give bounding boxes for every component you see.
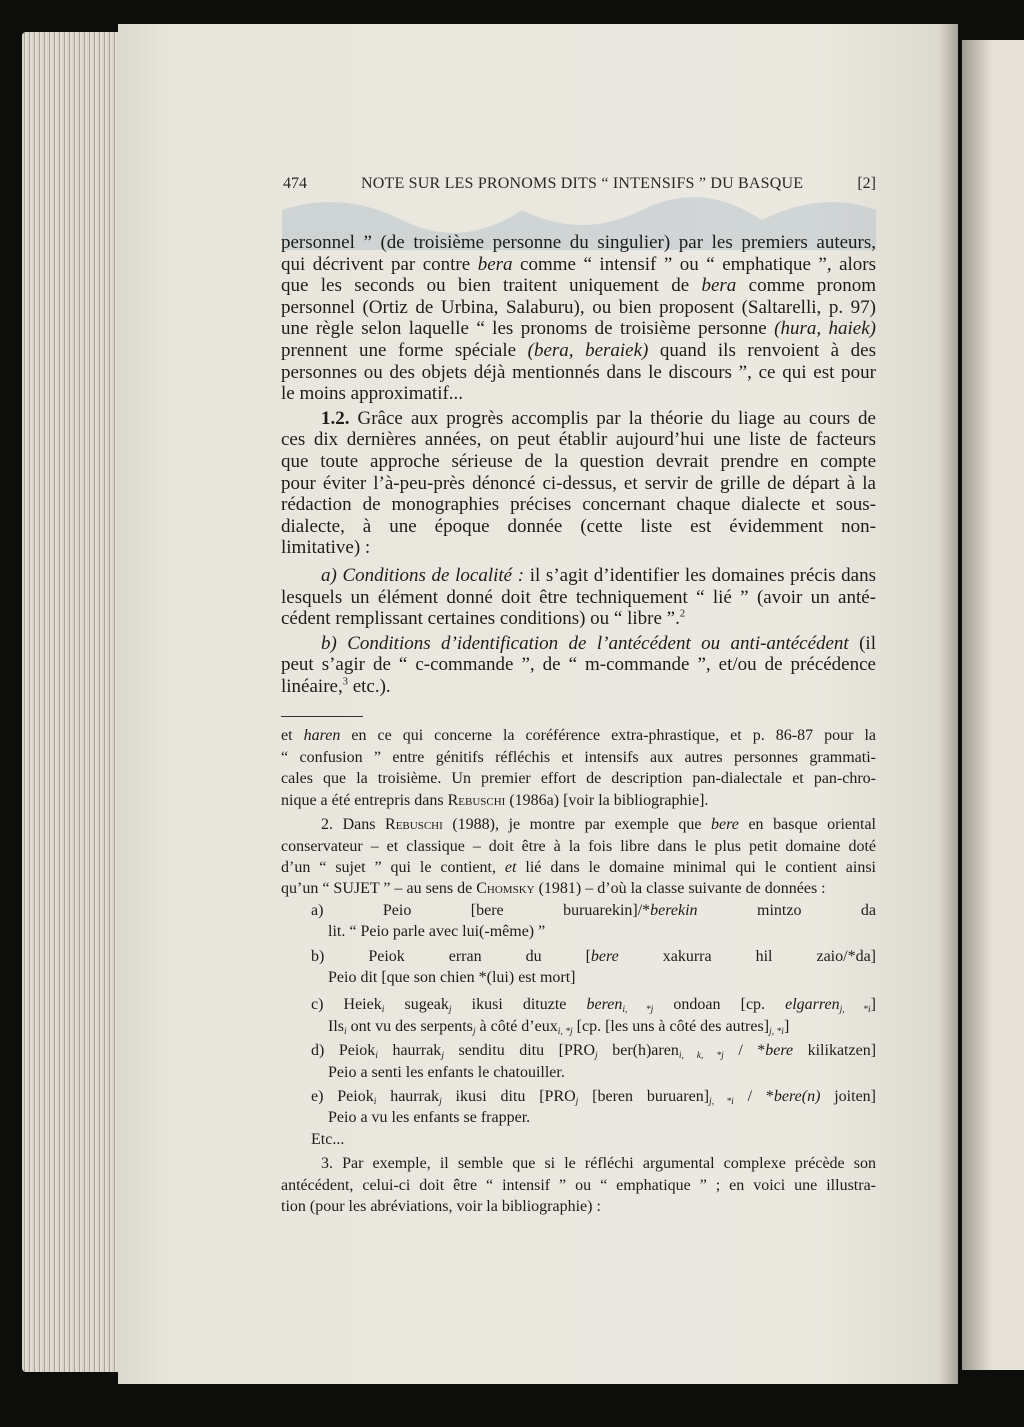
paragraph bbox=[281, 408, 876, 559]
text-run: ber(h)aren bbox=[597, 1042, 679, 1060]
text-run: j bbox=[472, 1025, 476, 1037]
text-run: lié dans le domaine minimal qui le contient ainsi bbox=[516, 858, 876, 876]
text-run: i bbox=[373, 1095, 377, 1107]
text-run: pour éviter l’à-peu-près dénoncé ci-dessus, et servir de grille de départ à la bbox=[281, 472, 876, 494]
text-run: cales que la troisième. Un premier effort de description pan-dialectale et pan-chro- bbox=[281, 770, 876, 788]
text-line bbox=[281, 857, 876, 878]
text-run: j bbox=[575, 1095, 579, 1107]
text-run: à côté d’eux bbox=[475, 1017, 558, 1035]
text-run: a) Conditions de localité : bbox=[321, 564, 525, 586]
text-run: c) Heiek bbox=[311, 996, 382, 1014]
text-run: i, *j bbox=[557, 1025, 573, 1037]
text-run: comme “ intensif ” ou “ emphatique ”, alors bbox=[512, 253, 876, 275]
paragraph bbox=[281, 565, 876, 630]
text-run: “ confusion ” entre génitifs réfléchis et intensifs aux autres personnes grammati- bbox=[281, 748, 876, 766]
footnotes bbox=[281, 725, 876, 1217]
text-run: berekin bbox=[650, 901, 698, 919]
text-run: d) Peiok bbox=[311, 1042, 376, 1060]
text-line bbox=[281, 900, 876, 921]
text-line bbox=[281, 836, 876, 857]
text-run: j, *i bbox=[769, 1025, 784, 1037]
text-run: e) Peiok bbox=[311, 1087, 374, 1105]
text-run: Peio dit [que son chien *(lui) est mort] bbox=[328, 968, 576, 986]
text-run: / * bbox=[723, 1042, 766, 1060]
text-run: Etc... bbox=[311, 1130, 345, 1148]
text-run: b) Conditions d’identification de l’antécédent ou anti-antécédent bbox=[321, 632, 849, 654]
text-run: rédaction de monographies précises concernant chaque dialecte et sous- bbox=[281, 494, 876, 516]
text-run: haren bbox=[303, 727, 341, 745]
text-run: ces dix dernières années, on peut établir aujourd’hui une liste de facteurs bbox=[281, 429, 876, 451]
text-run: sugeak bbox=[384, 996, 449, 1014]
text-line bbox=[281, 516, 876, 538]
text-run: a) Peio [bere buruarekin]/* bbox=[311, 901, 651, 919]
text-run: ikusi ditu [PRO bbox=[441, 1087, 576, 1105]
text-run: 2. Dans bbox=[321, 816, 386, 834]
paragraph bbox=[281, 946, 876, 989]
text-line bbox=[281, 921, 876, 942]
main-text bbox=[281, 232, 876, 697]
text-run: b) Peiok erran du [ bbox=[311, 947, 591, 965]
paragraph bbox=[281, 232, 876, 405]
text-run: personnes ou des objets déjà mentionnés dans le discours ”, ce qui est pour bbox=[281, 361, 876, 383]
text-line bbox=[281, 1016, 876, 1037]
text-run: conservateur – et classique – doit être à la fois libre dans le plus petit domaine doté bbox=[281, 837, 876, 855]
text-run: j bbox=[439, 1095, 442, 1107]
text-run: bere bbox=[590, 947, 619, 965]
text-run: prennent une forme spéciale bbox=[281, 339, 528, 361]
text-run: lesquels un élément donné doit être techniquement “ lié ” (avoir un anté- bbox=[281, 586, 876, 608]
text-run: i bbox=[375, 1050, 378, 1062]
paragraph bbox=[281, 900, 876, 943]
text-run: (1981) – d’où la classe suivante de données : bbox=[534, 880, 826, 898]
text-run: (1986a) [voir la bibliographie]. bbox=[505, 791, 709, 809]
text-run: linéaire, bbox=[281, 675, 343, 697]
text-line bbox=[281, 633, 876, 655]
text-run: [beren buruaren] bbox=[578, 1087, 710, 1105]
text-line bbox=[281, 1107, 876, 1128]
text-run: il s’agit d’identifier les domaines précis dans bbox=[524, 564, 876, 586]
text-line bbox=[281, 725, 876, 746]
text-line bbox=[281, 608, 876, 630]
text-line bbox=[281, 232, 876, 254]
text-line bbox=[281, 878, 876, 899]
text-line bbox=[281, 1129, 876, 1150]
text-line bbox=[281, 1062, 876, 1083]
text-run: tion (pour les abréviations, voir la bibliographie) : bbox=[281, 1198, 601, 1215]
text-run: elgarren bbox=[785, 996, 840, 1014]
text-run: [cp. [les uns à côté des autres] bbox=[572, 1017, 770, 1035]
paragraph bbox=[281, 633, 876, 698]
text-run: d’un “ sujet ” qui le contient, bbox=[281, 858, 505, 876]
text-line bbox=[281, 587, 876, 609]
running-header bbox=[283, 175, 876, 197]
text-run: kilikatzen] bbox=[793, 1042, 877, 1060]
text-line bbox=[281, 1086, 876, 1107]
text-run: en ce qui concerne la coréférence extra-phrastique, et p. 86-87 pour la bbox=[340, 727, 877, 745]
text-run: et bbox=[504, 858, 517, 876]
text-run: senditu ditu [PRO bbox=[443, 1042, 596, 1060]
text-line bbox=[281, 275, 876, 297]
text-line bbox=[281, 814, 876, 835]
paragraph bbox=[281, 1040, 876, 1083]
text-run: une règle selon laquelle “ les pronoms de troisième personne bbox=[281, 318, 775, 340]
text-run: dialecte, à une époque donnée (cette liste est évidemment non- bbox=[281, 515, 876, 537]
text-run: haurrak bbox=[376, 1087, 440, 1105]
text-run: etc.). bbox=[347, 675, 391, 697]
paragraph bbox=[281, 1129, 876, 1150]
text-run: personnel (Ortiz de Urbina, Salaburu), ou bien proposent (Saltarelli, p. 97) bbox=[281, 296, 876, 318]
text-run: mintzo da bbox=[697, 901, 877, 919]
footnote-ref: 3 bbox=[342, 676, 348, 688]
paragraph bbox=[281, 725, 876, 811]
text-line bbox=[281, 429, 876, 451]
text-line bbox=[281, 768, 876, 789]
text-run: (bera, beraiek) bbox=[527, 339, 649, 361]
text-run: ] bbox=[783, 1017, 790, 1035]
text-line bbox=[281, 254, 876, 276]
text-run: bere(n) bbox=[773, 1087, 821, 1105]
text-line bbox=[281, 676, 876, 698]
text-run: (il bbox=[848, 632, 876, 654]
paragraph bbox=[281, 1153, 876, 1217]
text-run: i bbox=[344, 1025, 347, 1037]
text-run: Grâce aux progrès accomplis par la théorie du liage au cours de bbox=[349, 407, 876, 429]
text-line bbox=[281, 747, 876, 768]
text-run: i, *j bbox=[622, 1004, 654, 1016]
text-line bbox=[281, 1153, 876, 1174]
text-line bbox=[281, 362, 876, 384]
text-line bbox=[281, 1196, 876, 1217]
text-run: comme pronom bbox=[736, 275, 876, 297]
text-run: ikusi dituzte bbox=[451, 996, 587, 1014]
text-run: haurrak bbox=[377, 1042, 442, 1060]
text-run: bera bbox=[477, 253, 513, 275]
text-line bbox=[281, 340, 876, 362]
text-line bbox=[281, 473, 876, 495]
text-run: xakurra hil zaio/*da] bbox=[618, 947, 876, 965]
text-line bbox=[281, 408, 876, 430]
text-run: personnel ” (de troisième personne du singulier) par les premiers auteurs, bbox=[281, 232, 876, 253]
text-run: cédent remplissant certaines conditions) ou “ libre ”. bbox=[281, 608, 680, 630]
running-title: NOTE SUR LES PRONOMS DITS “ INTENSIFS ” DU BASQUE bbox=[361, 175, 804, 192]
text-run: Ils bbox=[328, 1017, 344, 1035]
text-run: en basque oriental bbox=[738, 816, 876, 834]
text-run: qu’un “ SUJET ” – au sens de bbox=[281, 880, 477, 898]
text-line bbox=[281, 494, 876, 516]
paragraph bbox=[281, 1086, 876, 1129]
text-run: j bbox=[595, 1050, 598, 1062]
text-run: limitative) : bbox=[281, 537, 371, 559]
text-line bbox=[281, 790, 876, 811]
text-run: (hura, haiek) bbox=[774, 318, 876, 340]
text-line bbox=[281, 318, 876, 340]
text-run: i, k, *j bbox=[678, 1050, 724, 1062]
text-line bbox=[281, 537, 876, 559]
text-run: ont vu des serpents bbox=[346, 1017, 473, 1035]
text-line bbox=[281, 654, 876, 676]
section-marker: [2] bbox=[857, 175, 876, 192]
text-line bbox=[281, 297, 876, 319]
text-line bbox=[281, 451, 876, 473]
text-line bbox=[281, 565, 876, 587]
text-run: 3. Par exemple, il semble que si le réfléchi argumental complexe précède son bbox=[321, 1155, 876, 1173]
text-run: ] bbox=[870, 996, 876, 1014]
text-run: (1988), je montre par exemple que bbox=[442, 816, 712, 834]
text-run: bera bbox=[701, 275, 737, 297]
text-run: beren bbox=[586, 996, 623, 1014]
text-run: bere bbox=[711, 816, 739, 834]
footnote-rule bbox=[281, 716, 363, 717]
text-run: qui décrivent par contre bbox=[281, 253, 478, 275]
text-run: Chomsky bbox=[476, 880, 535, 898]
footnote-ref: 2 bbox=[679, 608, 686, 620]
text-run: j bbox=[448, 1004, 452, 1016]
text-run: que les seconds ou bien traitent uniquement de bbox=[281, 275, 702, 297]
paragraph bbox=[281, 814, 876, 900]
text-run: 1.2. bbox=[321, 407, 350, 429]
text-line bbox=[281, 1040, 876, 1061]
text-run: i bbox=[381, 1004, 385, 1016]
text-run: Rebuschi bbox=[385, 816, 443, 834]
page-stack-edges bbox=[22, 32, 132, 1372]
text-column bbox=[281, 232, 876, 1217]
text-run: le moins approximatif... bbox=[281, 383, 464, 405]
text-run: Rebuschi bbox=[447, 791, 506, 809]
text-run: j, *i bbox=[709, 1095, 734, 1107]
text-line bbox=[281, 946, 876, 967]
text-run: Peio a vu les enfants se frapper. bbox=[328, 1109, 531, 1127]
text-run: quand ils renvoient à des bbox=[648, 339, 876, 361]
text-line bbox=[281, 383, 876, 405]
text-run: / * bbox=[733, 1087, 774, 1105]
text-line bbox=[281, 994, 876, 1015]
text-run: nique a été entrepris dans bbox=[281, 791, 448, 809]
text-run: joiten] bbox=[820, 1087, 876, 1105]
text-run: j, *i bbox=[839, 1004, 871, 1016]
text-run: Peio a senti les enfants le chatouiller. bbox=[328, 1063, 565, 1081]
paragraph bbox=[281, 994, 876, 1037]
text-line bbox=[281, 967, 876, 988]
text-run: que toute approche sérieuse de la question devrait prendre en compte bbox=[281, 450, 876, 472]
text-line bbox=[281, 1175, 876, 1196]
text-run: bere bbox=[765, 1042, 794, 1060]
text-run: peut s’agir de “ c-commande ”, de “ m-commande ”, et/ou de précédence bbox=[281, 654, 876, 676]
text-run: antécédent, celui-ci doit être “ intensif ” ou “ emphatique ” ; en voici une illustra- bbox=[281, 1176, 876, 1194]
text-run: ondoan [cp. bbox=[653, 996, 786, 1014]
facing-page-edge bbox=[962, 40, 1024, 1370]
page-number: 474 bbox=[283, 175, 307, 192]
text-run: j bbox=[441, 1050, 444, 1062]
text-run: lit. “ Peio parle avec lui(-même) ” bbox=[328, 923, 546, 941]
text-run: et bbox=[281, 727, 304, 745]
